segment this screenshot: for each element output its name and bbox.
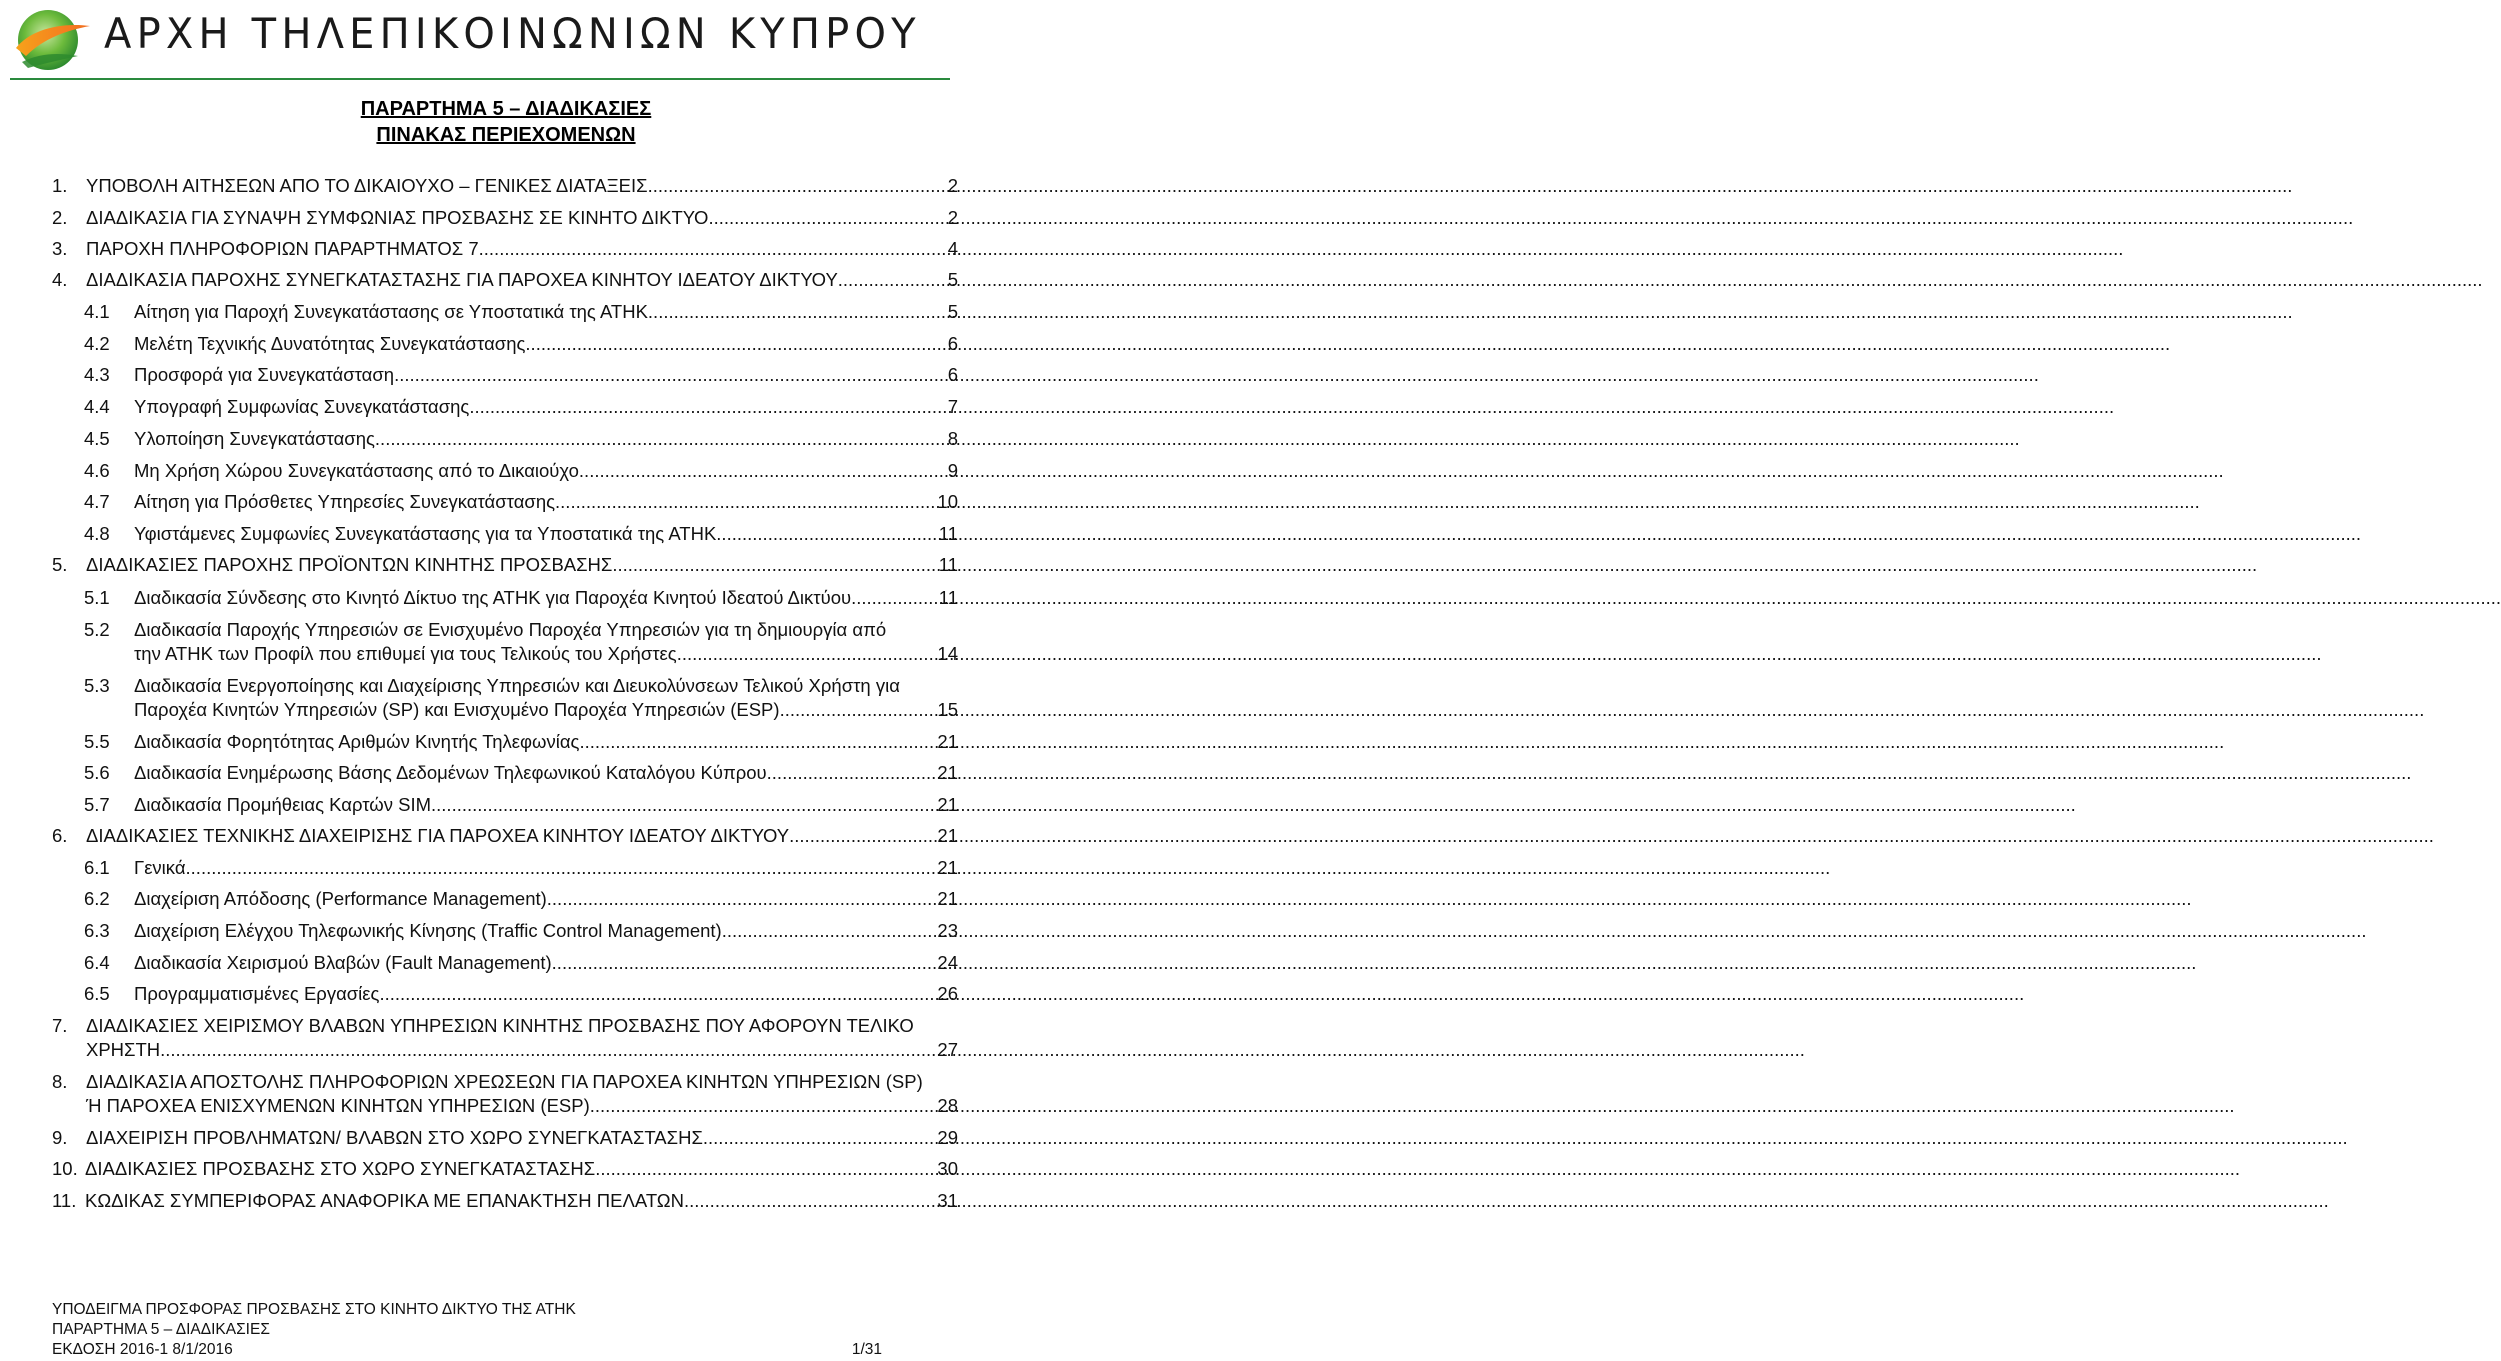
toc-entry-number: 4.8 xyxy=(84,523,110,544)
toc-entry[interactable] xyxy=(52,1157,958,1181)
toc-entry[interactable] xyxy=(52,586,958,610)
toc-entry-title: Ή ΠΑΡΟΧΕΑ ΕΝΙΣΧΥΜΕΝΩΝ ΚΙΝΗΤΩΝ ΥΠΗΡΕΣΙΩΝ (ESP) xyxy=(86,1095,590,1116)
dot-leader xyxy=(722,919,937,943)
dot-leader xyxy=(394,363,947,387)
toc-entry-title: Γενικά xyxy=(134,857,186,878)
toc-page-number: 31 xyxy=(937,1190,958,1211)
toc-page-number: 5 xyxy=(947,269,958,290)
toc-page-number: 4 xyxy=(947,238,958,259)
toc-entry-number: 9. xyxy=(52,1127,68,1148)
toc-entry-number: 5.1 xyxy=(84,587,110,608)
toc-entry[interactable] xyxy=(52,856,958,880)
toc-entry-number: 6. xyxy=(52,825,68,846)
toc-page-number: 5 xyxy=(947,301,958,322)
dot-leader xyxy=(648,300,947,324)
dot-leader xyxy=(648,174,947,198)
toc-entry[interactable] xyxy=(52,174,958,198)
footer-annex-name: ΠΑΡΑΡΤΗΜΑ 5 – ΔΙΑΔΙΚΑΣΙΕΣ xyxy=(52,1321,270,1338)
toc-page-number: 2 xyxy=(947,207,958,228)
dot-leader xyxy=(708,206,946,230)
dot-leader xyxy=(431,793,936,817)
toc-entry-title: Μη Χρήση Χώρου Συνεγκατάστασης από το Δικαιούχο xyxy=(134,460,579,481)
dot-leader xyxy=(780,698,937,722)
organization-name: ΑΡΧΗ ΤΗΛΕΠΙΚΟΙΝΩΝΙΩΝ ΚΥΠΡΟΥ xyxy=(104,10,921,59)
toc-entry-number: 4.5 xyxy=(84,428,110,449)
toc-entry-number: 6.5 xyxy=(84,983,110,1004)
dot-leader xyxy=(789,824,936,848)
document-title: ΠΑΡΑΡΤΗΜΑ 5 – ΔΙΑΔΙΚΑΣΙΕΣ xyxy=(360,98,652,120)
footer-edition: ΕΚΔΟΣΗ 2016-1 8/1/2016 xyxy=(52,1341,233,1358)
toc-page-number: 6 xyxy=(947,333,958,354)
dot-leader xyxy=(703,1126,937,1150)
toc-entry[interactable] xyxy=(52,268,958,292)
toc-page-number: 2 xyxy=(947,175,958,196)
toc-entry[interactable] xyxy=(52,793,958,817)
toc-entry[interactable] xyxy=(52,206,958,230)
toc-entry-title: Υφιστάμενες Συμφωνίες Συνεγκατάστασης για τα Υποστατικά της ΑΤΗΚ xyxy=(134,523,717,544)
toc-page-number: 21 xyxy=(937,888,958,909)
table-of-contents xyxy=(0,0,960,1361)
toc-entry[interactable] xyxy=(52,490,958,514)
toc-entry-number: 5.7 xyxy=(84,794,110,815)
toc-entry-title: Αίτηση για Πρόσθετες Υπηρεσίες Συνεγκατάστασης xyxy=(134,491,556,512)
toc-entry-title: Διαδικασία Ενημέρωσης Βάσης Δεδομένων Τηλεφωνικού Καταλόγου Κύπρου xyxy=(134,762,767,783)
toc-entry[interactable] xyxy=(52,1070,958,1118)
dot-leader xyxy=(590,1094,937,1118)
dot-leader xyxy=(375,427,947,451)
toc-entry-number: 10. xyxy=(52,1158,78,1179)
toc-entry-title: Διαχείριση Απόδοσης (Performance Management) xyxy=(134,888,547,909)
toc-entry-number: 2. xyxy=(52,207,68,228)
toc-page-number: 9 xyxy=(947,460,958,481)
toc-entry[interactable] xyxy=(52,1126,958,1150)
toc-entry-number: 4.3 xyxy=(84,364,110,385)
toc-page-number: 21 xyxy=(937,731,958,752)
dot-leader xyxy=(160,1038,936,1062)
toc-entry[interactable] xyxy=(52,982,958,1006)
dot-leader xyxy=(716,522,937,546)
toc-entry[interactable] xyxy=(52,951,958,975)
toc-entry[interactable] xyxy=(52,332,958,356)
toc-entry-number: 3. xyxy=(52,238,68,259)
dot-leader xyxy=(767,761,937,785)
toc-page-number: 6 xyxy=(947,364,958,385)
toc-entry-title: ΧΡΗΣΤΗ xyxy=(86,1039,161,1060)
toc-entry-number: 1. xyxy=(52,175,68,196)
toc-entry[interactable] xyxy=(52,730,958,754)
toc-entry-title: ΥΠΟΒΟΛΗ ΑΙΤΗΣΕΩΝ ΑΠΟ ΤΟ ΔΙΚΑΙΟΥΧΟ – ΓΕΝΙΚΕΣ ΔΙΑΤΑΞΕΙΣ xyxy=(86,175,648,196)
dot-leader xyxy=(684,1189,936,1213)
toc-entry-number: 4.6 xyxy=(84,460,110,481)
toc-entry[interactable] xyxy=(52,919,958,943)
toc-entry[interactable] xyxy=(52,553,958,577)
toc-page-number: 29 xyxy=(937,1127,958,1148)
toc-page-number: 21 xyxy=(937,794,958,815)
toc-page-number: 11 xyxy=(938,523,958,544)
toc-entry-number: 5.5 xyxy=(84,731,110,752)
dot-leader xyxy=(479,237,947,261)
toc-entry-title: Διαδικασία Σύνδεσης στο Κινητό Δίκτυο της ΑΤΗΚ για Παροχέα Κινητού Ιδεατού Δικτύου. xyxy=(134,587,857,608)
dot-leader xyxy=(595,1157,936,1181)
toc-page-number: 21 xyxy=(937,762,958,783)
toc-entry-title: Υλοποίηση Συνεγκατάστασης xyxy=(134,428,375,449)
toc-page-number: 28 xyxy=(937,1095,958,1116)
toc-entry-title: Διαχείριση Ελέγχου Τηλεφωνικής Κίνησης (Traffic Control Management) xyxy=(134,920,722,941)
dot-leader xyxy=(677,642,937,666)
toc-page-number: 23 xyxy=(937,920,958,941)
toc-title: ΠΙΝΑΚΑΣ ΠΕΡΙΕΧΟΜΕΝΩΝ xyxy=(376,124,636,146)
toc-entry-title: Παροχέα Κινητών Υπηρεσιών (SP) και Ενισχυμένο Παροχέα Υπηρεσιών (ESP) xyxy=(134,699,780,720)
toc-page-number: 21 xyxy=(937,825,958,846)
dot-leader xyxy=(579,459,947,483)
toc-page-number: 27 xyxy=(937,1039,958,1060)
toc-entry[interactable] xyxy=(52,363,958,387)
toc-entry[interactable] xyxy=(52,1014,958,1062)
toc-entry-number: 4.7 xyxy=(84,491,110,512)
toc-entry[interactable] xyxy=(52,395,958,419)
toc-entry-number: 6.4 xyxy=(84,952,110,973)
toc-entry-title: Διαδικασία Παροχής Υπηρεσιών σε Ενισχυμένο Παροχέα Υπηρεσιών για τη δημιουργία από xyxy=(134,619,887,640)
toc-entry-title: ΔΙΑΔΙΚΑΣΙΕΣ ΤΕΧΝΙΚΗΣ ΔΙΑΧΕΙΡΙΣΗΣ ΓΙΑ ΠΑΡΟΧΕΑ ΚΙΝΗΤΟΥ ΙΔΕΑΤΟΥ ΔΙΚΤΥΟΥ xyxy=(86,825,790,846)
toc-entry[interactable] xyxy=(52,1189,958,1213)
dot-leader xyxy=(856,586,938,610)
toc-entry[interactable] xyxy=(52,887,958,911)
dot-leader xyxy=(525,332,946,356)
toc-page-number: 10 xyxy=(937,491,958,512)
dot-leader xyxy=(379,982,936,1006)
toc-entry-number: 4.1 xyxy=(84,301,110,322)
page-footer xyxy=(52,1300,882,1360)
toc-entry-number: 6.2 xyxy=(84,888,110,909)
toc-entry[interactable] xyxy=(52,618,958,666)
page-number: 1/31 xyxy=(851,1341,882,1358)
toc-entry[interactable] xyxy=(52,300,958,324)
toc-page-number: 14 xyxy=(937,643,958,664)
toc-entry-number: 6.1 xyxy=(84,857,110,878)
toc-page-number: 8 xyxy=(947,428,958,449)
toc-entry-title: Υπογραφή Συμφωνίας Συνεγκατάστασης xyxy=(134,396,470,417)
toc-entry-number: 5.3 xyxy=(84,675,110,696)
toc-page-number: 24 xyxy=(937,952,958,973)
toc-entry-number: 4. xyxy=(52,269,68,290)
toc-entry-title: την ΑΤΗΚ των Προφίλ που επιθυμεί για τους Τελικούς του Χρήστες xyxy=(134,643,677,664)
toc-page-number: 30 xyxy=(937,1158,958,1179)
toc-entry-number: 11. xyxy=(52,1190,77,1211)
toc-entry-number: 7. xyxy=(52,1015,68,1036)
dot-leader xyxy=(612,553,937,577)
toc-entry-title: ΔΙΑΔΙΚΑΣΙΑ ΠΑΡΟΧΗΣ ΣΥΝΕΓΚΑΤΑΣΤΑΣΗΣ ΓΙΑ ΠΑΡΟΧΕΑ ΚΙΝΗΤΟΥ ΙΔΕΑΤΟΥ ΔΙΚΤΥΟΥ xyxy=(86,269,838,290)
toc-entry[interactable] xyxy=(52,459,958,483)
toc-entry-title: Διαδικασία Ενεργοποίησης και Διαχείρισης Υπηρεσιών και Διευκολύνσεων Τελικού Χρήστη για xyxy=(134,675,900,696)
toc-entry-number: 5. xyxy=(52,554,68,575)
toc-page-number: 11 xyxy=(938,587,958,608)
dot-leader xyxy=(186,856,937,880)
toc-page-number: 11 xyxy=(938,554,958,575)
toc-entry-title: Μελέτη Τεχνικής Δυνατότητας Συνεγκατάστασης xyxy=(134,333,526,354)
toc-entry-title: ΚΩΔΙΚΑΣ ΣΥΜΠΕΡΙΦΟΡΑΣ ΑΝΑΦΟΡΙΚΑ ΜΕ ΕΠΑΝΑΚΤΗΣΗ ΠΕΛΑΤΩΝ xyxy=(85,1190,684,1211)
dot-leader xyxy=(547,887,937,911)
toc-entry-title: ΔΙΑΔΙΚΑΣΙΑ ΑΠΟΣΤΟΛΗΣ ΠΛΗΡΟΦΟΡΙΩΝ ΧΡΕΩΣΕΩΝ ΓΙΑ ΠΑΡΟΧΕΑ ΚΙΝΗΤΩΝ ΥΠΗΡΕΣΙΩΝ (SP) xyxy=(86,1071,923,1092)
footer-document-name: ΥΠΟΔΕΙΓΜΑ ΠΡΟΣΦΟΡΑΣ ΠΡΟΣΒΑΣΗΣ ΣΤΟ ΚΙΝΗΤΟ ΔΙΚΤΥΟ ΤΗΣ ΑΤΗΚ xyxy=(52,1301,576,1318)
toc-entry-number: 6.3 xyxy=(84,920,110,941)
toc-entry[interactable] xyxy=(52,824,958,848)
toc-entry-title: ΠΑΡΟΧΗ ΠΛΗΡΟΦΟΡΙΩΝ ΠΑΡΑΡΤΗΜΑΤΟΣ 7 xyxy=(86,238,479,259)
dot-leader xyxy=(552,951,937,975)
toc-entry[interactable] xyxy=(52,674,958,722)
toc-entry[interactable] xyxy=(52,237,958,261)
toc-entry-title: Προγραμματισμένες Εργασίες xyxy=(134,983,380,1004)
toc-entry-title: Διαδικασία Προμήθειας Καρτών SIM xyxy=(134,794,432,815)
toc-entry[interactable] xyxy=(52,427,958,451)
dot-leader xyxy=(469,395,946,419)
toc-page-number: 26 xyxy=(937,983,958,1004)
toc-entry-title: ΔΙΑΔΙΚΑΣΙΑ ΓΙΑ ΣΥΝΑΨΗ ΣΥΜΦΩΝΙΑΣ ΠΡΟΣΒΑΣΗΣ ΣΕ ΚΙΝΗΤΟ ΔΙΚΤΥΟ xyxy=(86,207,709,228)
toc-page-number: 15 xyxy=(937,699,958,720)
toc-entry-number: 4.4 xyxy=(84,396,110,417)
toc-entry-number: 8. xyxy=(52,1071,68,1092)
toc-entry-title: Προσφορά για Συνεγκατάσταση xyxy=(134,364,395,385)
dot-leader xyxy=(579,730,936,754)
toc-entry[interactable] xyxy=(52,522,958,546)
toc-entry[interactable] xyxy=(52,761,958,785)
toc-entry-title: Αίτηση για Παροχή Συνεγκατάστασης σε Υποστατικά της ΑΤΗΚ xyxy=(134,301,648,322)
toc-entry-title: Διαδικασία Φορητότητας Αριθμών Κινητής Τηλεφωνίας xyxy=(134,731,580,752)
toc-entry-title: ΔΙΑΔΙΚΑΣΙΕΣ ΠΑΡΟΧΗΣ ΠΡΟΪΟΝΤΩΝ ΚΙΝΗΤΗΣ ΠΡΟΣΒΑΣΗΣ xyxy=(86,554,613,575)
toc-entry-title: Διαδικασία Χειρισμού Βλαβών (Fault Management) xyxy=(134,952,552,973)
toc-entry-title: ΔΙΑΔΙΚΑΣΙΕΣ ΧΕΙΡΙΣΜΟΥ ΒΛΑΒΩΝ ΥΠΗΡΕΣΙΩΝ ΚΙΝΗΤΗΣ ΠΡΟΣΒΑΣΗΣ ΠΟΥ ΑΦΟΡΟΥΝ ΤΕΛΙΚΟ xyxy=(86,1015,914,1036)
toc-entry-title: ΔΙΑΧΕΙΡΙΣΗ ΠΡΟΒΛΗΜΑΤΩΝ/ ΒΛΑΒΩΝ ΣΤΟ ΧΩΡΟ ΣΥΝΕΓΚΑΤΑΣΤΑΣΗΣ xyxy=(86,1127,703,1148)
dot-leader xyxy=(838,268,947,292)
toc-entry-title: ΔΙΑΔΙΚΑΣΙΕΣ ΠΡΟΣΒΑΣΗΣ ΣΤΟ ΧΩΡΟ ΣΥΝΕΓΚΑΤΑΣΤΑΣΗΣ xyxy=(85,1158,596,1179)
toc-page-number: 21 xyxy=(937,857,958,878)
toc-entry-number: 5.6 xyxy=(84,762,110,783)
toc-entry-number: 4.2 xyxy=(84,333,110,354)
dot-leader xyxy=(555,490,936,514)
toc-entry-number: 5.2 xyxy=(84,619,110,640)
toc-page-number: 7 xyxy=(947,396,958,417)
